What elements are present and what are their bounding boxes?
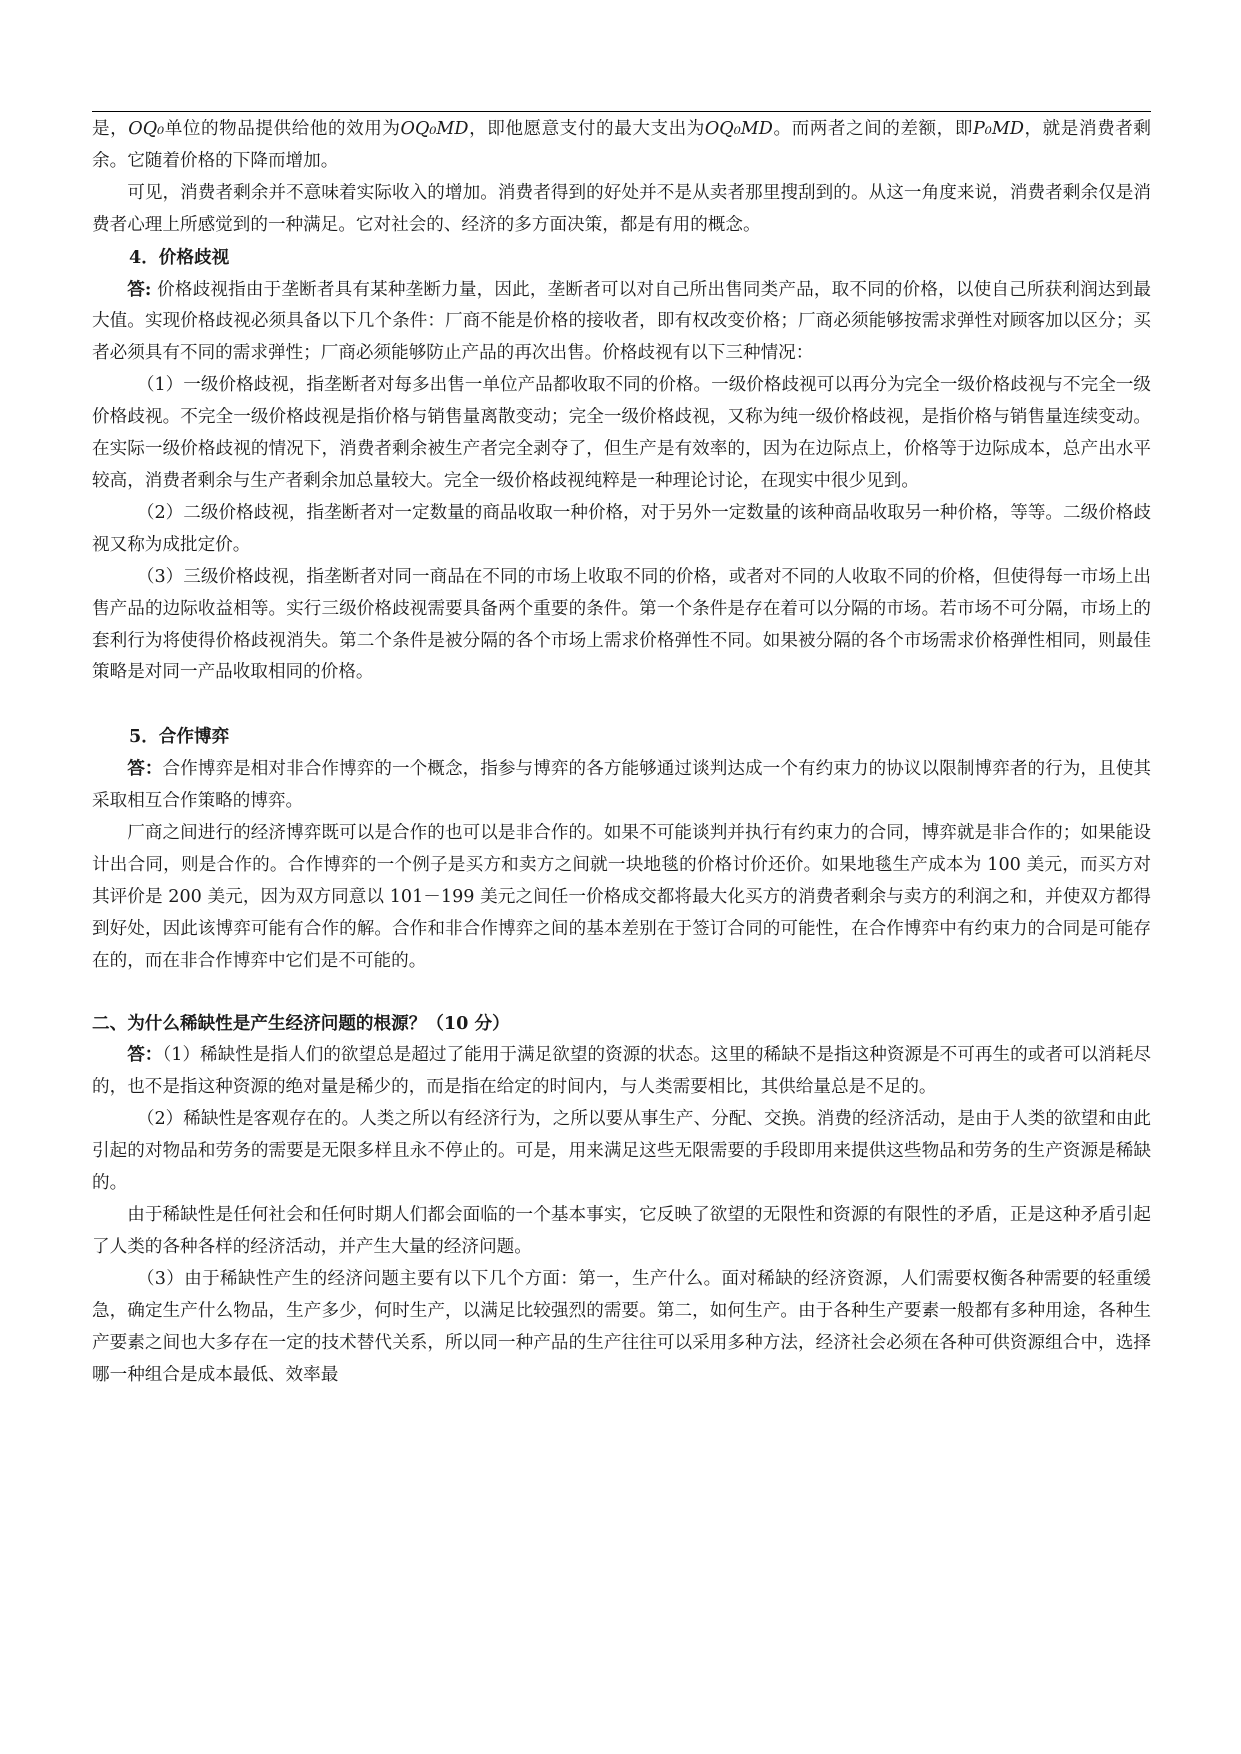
spacer: [92, 689, 1151, 721]
section-4-heading: 4．价格歧视: [128, 246, 230, 268]
math-term: OQ₀MD: [704, 119, 773, 139]
question-2-item-2: （2）稀缺性是客观存在的。人类之所以有经济行为，之所以要从事生产、分配、交换。消费的经济活动，是由于人类的欲望和由此引起的对物品和劳务的需要是无限多样且永不停止的。可是，用来满足这些无限需要的手段即用来提供这些物品和劳务的生产资源是稀缺的。: [92, 1109, 1151, 1194]
header-rule: [92, 111, 1151, 112]
text-run: 。而两者之间的差额，即: [772, 119, 973, 139]
answer-label: 答：: [127, 758, 163, 780]
answer-text: 合作博弈是相对非合作博弈的一个概念，指参与博弈的各方能够通过谈判达成一个有约束力的协议以限制博弈者的行为，且使其采取相互合作策略的博弈。: [92, 759, 1151, 812]
answer-label: 答：: [127, 1044, 163, 1066]
intro-paragraph: [92, 114, 1151, 178]
section-4-item-2: （2）二级价格歧视，指垄断者对一定数量的商品收取一种价格，对于另外一定数量的该种商品收取另一种价格，等等。二级价格歧视又称为成批定价。: [92, 502, 1151, 555]
question-2-answer: [92, 1039, 1151, 1104]
text-run: 是，: [92, 119, 129, 139]
section-4-item-1: （1）一级价格歧视，指垄断者对每多出售一单位产品都收取不同的价格。一级价格歧视可以再分为完全一级价格歧视与不完全一级价格歧视。不完全一级价格歧视是指价格与销售量离散变动；完全一级价格歧视，又称为纯一级价格歧视，是指价格与销售量连续变动。在实际一级价格歧视的情况下，消费者剩余被生产者完全剥夺了，但生产是有效率的，因为在边际点上，价格等于边际成本，总产出水平较高，消费者剩余与生产者剩余加总量较大。完全一级价格歧视纯粹是一种理论讨论，在现实中很少见到。: [92, 375, 1151, 491]
math-term: OQ₀MD: [400, 119, 469, 139]
text-run: ，就是消费者剩余。它随着价格的下降而增加。: [92, 119, 1151, 171]
answer-text: （1）稀缺性是指人们的欲望总是超过了能用于满足欲望的资源的状态。这里的稀缺不是指这种资源是不可再生的或者可以消耗尽的，也不是指这种资源的绝对量是稀少的，而是指在给定的时间内，与人类需要相比，其供给量总是不足的。: [92, 1045, 1151, 1098]
section-5-paragraph: 厂商之间进行的经济博弈既可以是合作的也可以是非合作的。如果不可能谈判并执行有约束力的合同，博弈就是非合作的；如果能设计出合同，则是合作的。合作博弈的一个例子是买方和卖方之间就一块地毯的价格讨价还价。如果地毯生产成本为 100 美元，而买方对其评价是 200 美元，因为双方同意以 101－199 美元之间任一价格成交都将最大化买方的消费者剩余与卖方的利润之和，并使双方都得到好处，因此该博弈可能有合作的解。合作和非合作博弈之间的基本差别在于签订合同的可能性，在合作博弈中有约束力的合同是可能存在的，而在非合作博弈中它们是不可能的。: [92, 823, 1151, 971]
document-page: [92, 114, 1151, 1391]
spacer: [92, 978, 1151, 1008]
answer-text: 价格歧视指由于垄断者具有某种垄断力量，因此，垄断者可以对自己所出售同类产品，取不同的价格，以使自己所获利润达到最大值。实现价格歧视必须具备以下几个条件：厂商不能是价格的接收者，即有权改变价格；厂商必须能够按需求弹性对顾客加以区分；买者必须具有不同的需求弹性；厂商必须能够防止产品的再次出售。价格歧视有以下三种情况：: [92, 279, 1151, 364]
text-run: 单位的物品提供给他的效用为: [164, 119, 401, 139]
consumer-surplus-paragraph: 可见，消费者剩余并不意味着实际收入的增加。消费者得到的好处并不是从卖者那里搜刮到的。从这一角度来说，消费者剩余仅是消费者心理上所感觉到的一种满足。它对社会的、经济的多方面决策，都是有用的概念。: [92, 182, 1151, 235]
math-term: OQ₀: [128, 119, 165, 139]
section-4-item-3: （3）三级价格歧视，指垄断者对同一商品在不同的市场上收取不同的价格，或者对不同的人收取不同的价格，但使得每一市场上出售产品的边际收益相等。实行三级价格歧视需要具备两个重要的条件。第一个条件是存在着可以分隔的市场。若市场不可分隔，市场上的套利行为将使得价格歧视消失。第二个条件是被分隔的各个市场上需求价格弹性不同。如果被分隔的各个市场需求价格弹性相同，则最佳策略是对同一产品收取相同的价格。: [92, 566, 1151, 683]
section-4-answer: [92, 274, 1151, 371]
question-2-item-3: （3）由于稀缺性产生的经济问题主要有以下几个方面：第一，生产什么。面对稀缺的经济资源，人们需要权衡各种需要的轻重缓急，确定生产什么物品，生产多少，何时生产，以满足比较强烈的需要。第二，如何生产。由于各种生产要素一般都有多种用途，各种生产要素之间也大多存在一定的技术替代关系，所以同一种产品的生产往往可以采用多种方法，经济社会必须在各种可供资源组合中，选择哪一种组合是成本最低、效率最: [92, 1268, 1151, 1385]
answer-label: 答:: [127, 278, 152, 300]
section-5-heading: 5．合作博弈: [128, 726, 230, 748]
section-5-answer: [92, 753, 1151, 818]
question-2-heading: 二、为什么稀缺性是产生经济问题的根源？（10 分）: [92, 1012, 510, 1034]
question-2-paragraph: 由于稀缺性是任何社会和任何时期人们都会面临的一个基本事实，它反映了欲望的无限性和资源的有限性的矛盾，正是这种矛盾引起了人类的各种各样的经济活动，并产生大量的经济问题。: [92, 1205, 1151, 1257]
math-term: P₀MD: [972, 119, 1024, 139]
text-run: ，即他愿意支付的最大支出为: [468, 119, 705, 139]
